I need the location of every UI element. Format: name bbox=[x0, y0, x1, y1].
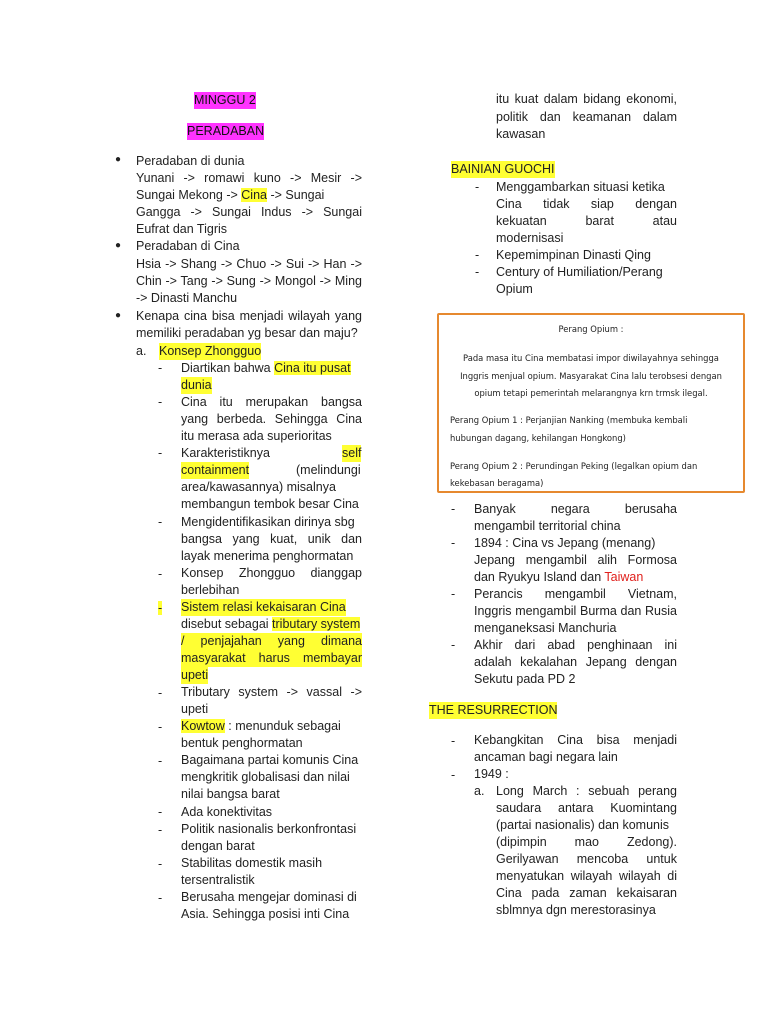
dash-icon: - bbox=[158, 567, 163, 581]
text-line: saudara antara Kuomintang bbox=[496, 801, 677, 815]
highlight-text: self bbox=[342, 446, 362, 460]
dash-icon: - bbox=[158, 686, 163, 700]
subheading-konsep: Konsep Zhongguo bbox=[159, 344, 262, 358]
bullet-icon: ● bbox=[115, 240, 122, 251]
text-line: Peradaban di dunia bbox=[136, 154, 245, 168]
highlight-text: masyarakat harus membayar bbox=[181, 651, 362, 665]
highlight-text: upeti bbox=[181, 668, 209, 682]
text-line: memiliki peradaban yg besar dan maju? bbox=[136, 326, 358, 340]
text-line: yang berbeda. Sehingga Cina bbox=[181, 412, 362, 426]
text-line: Cina tidak siap dengan bbox=[496, 197, 677, 211]
text-line: Perancis mengambil Vietnam, bbox=[474, 587, 677, 601]
text-line: 1949 : bbox=[474, 767, 509, 781]
dash-icon: - bbox=[451, 638, 456, 652]
text-line: Cina itu merupakan bangsa bbox=[181, 395, 362, 409]
text-line: Jepang mengambil alih Formosa bbox=[474, 553, 677, 567]
dash-icon: - bbox=[475, 248, 480, 262]
text-line bbox=[181, 360, 362, 377]
text-line: Tributary system -> vassal -> bbox=[181, 685, 362, 699]
dash-icon: - bbox=[451, 734, 456, 748]
text-line: Kebangkitan Cina bisa menjadi bbox=[474, 733, 677, 747]
text-line: Gerilyawan mencoba untuk bbox=[496, 852, 677, 866]
heading-bainian-guochi: BAINIAN GUOCHI bbox=[451, 162, 555, 176]
text-line: Politik nasionalis berkonfrontasi bbox=[181, 822, 357, 836]
text-line: Hsia -> Shang -> Chuo -> Sui -> Han -> bbox=[136, 257, 362, 271]
text-line bbox=[181, 718, 362, 735]
text-line: Inggris mengambil Burma dan Rusia bbox=[474, 604, 677, 618]
dash-icon: - bbox=[451, 502, 456, 516]
text-line: (melindungi bbox=[296, 463, 361, 477]
perang-opium-box bbox=[437, 313, 745, 493]
text-line: Konsep Zhongguo dianggap bbox=[181, 566, 362, 580]
text-line: Long March : sebuah perang bbox=[496, 784, 677, 798]
dash-icon: - bbox=[475, 180, 480, 194]
text-line: itu kuat dalam bidang ekonomi, bbox=[496, 92, 677, 106]
text-line: -> Dinasti Manchu bbox=[136, 291, 238, 305]
text-line: (dipimpin mao Zedong). bbox=[496, 835, 677, 849]
highlight-text: Sistem relasi kekaisaran Cina bbox=[181, 600, 346, 614]
text-line: mengambil territorial china bbox=[474, 519, 621, 533]
box-title: Perang Opium : bbox=[558, 324, 624, 334]
highlight-text: tributary system bbox=[272, 617, 361, 631]
text-span: Diartikan bahwa bbox=[181, 361, 275, 375]
dash-icon: - bbox=[158, 395, 163, 409]
text-line: (partai nasionalis) dan komunis bbox=[496, 818, 670, 832]
box-text: Perang Opium 2 : Perundingan Peking (legalkan opium dan bbox=[450, 461, 698, 471]
highlight-text: dunia bbox=[181, 378, 212, 392]
text-line: Kepemimpinan Dinasti Qing bbox=[496, 248, 651, 262]
text-line: 1894 : Cina vs Jepang (menang) bbox=[474, 536, 656, 550]
red-text-taiwan: Taiwan bbox=[604, 570, 644, 584]
text-line: Yunani -> romawi kuno -> Mesir -> bbox=[136, 171, 362, 185]
highlight-text: / penjajahan yang dimana bbox=[181, 634, 362, 648]
text-line: kawasan bbox=[496, 127, 546, 141]
text-line: kekuatan barat atau bbox=[496, 214, 677, 228]
text-line: tersentralistik bbox=[181, 873, 255, 887]
text-line: Ada konektivitas bbox=[181, 805, 273, 819]
box-text: kekebasan beragama) bbox=[450, 478, 544, 488]
box-text: Pada masa itu Cina membatasi impor diwilayahnya sehingga bbox=[463, 353, 719, 363]
dash-icon: - bbox=[158, 823, 163, 837]
text-line: Cina pada zaman kekaisaran bbox=[496, 886, 677, 900]
text-line: nilai bangsa barat bbox=[181, 787, 280, 801]
text-line: Karakteristiknya bbox=[181, 446, 270, 460]
text-span: disebut sebagai bbox=[181, 617, 273, 631]
text-line: Chin -> Tang -> Sung -> Mongol -> Ming bbox=[136, 274, 362, 288]
dash-icon: - bbox=[451, 768, 456, 782]
dash-icon: - bbox=[158, 515, 163, 529]
dash-icon: - bbox=[451, 587, 456, 601]
text-line: upeti bbox=[181, 702, 209, 716]
bullet-icon: ● bbox=[115, 310, 122, 321]
text-line bbox=[474, 569, 643, 586]
text-line: dengan barat bbox=[181, 839, 255, 853]
text-line: modernisasi bbox=[496, 231, 564, 245]
text-line: itu merasa ada superioritas bbox=[181, 429, 332, 443]
dash-icon: - bbox=[451, 536, 456, 550]
text-span: : menunduk sebagai bbox=[224, 719, 341, 733]
list-marker: a. bbox=[136, 344, 147, 358]
text-line: berlebihan bbox=[181, 583, 240, 597]
text-line: area/kawasannya) misalnya bbox=[181, 480, 336, 494]
text-line: menganeksasi Manchuria bbox=[474, 621, 617, 635]
text-span: dan Ryukyu Island dan bbox=[474, 570, 605, 584]
box-text: opium tetapi pemerintah melarangnya krn trmsk ilegal. bbox=[474, 388, 708, 398]
text-line: Eufrat dan Tigris bbox=[136, 222, 228, 236]
text-line: Mengidentifikasikan dirinya sbg bbox=[181, 515, 355, 529]
week-title: MINGGU 2 bbox=[194, 93, 256, 107]
dash-icon: - bbox=[158, 720, 163, 734]
text-line: Opium bbox=[496, 282, 533, 296]
box-text: Inggris menjual opium. Masyarakat Cina lalu terobsesi dengan bbox=[460, 371, 722, 381]
text-line: ancaman bagi negara lain bbox=[474, 750, 618, 764]
text-line: menyatukan wilayah wilayah di bbox=[496, 869, 677, 883]
text-line: Kenapa cina bisa menjadi wilayah yang bbox=[136, 309, 362, 323]
text-line: Menggambarkan situasi ketika bbox=[496, 180, 665, 194]
highlight-text: Cina itu pusat bbox=[274, 361, 351, 375]
dash-icon: - bbox=[158, 857, 163, 871]
text-line: mengkritik globalisasi dan nilai bbox=[181, 770, 350, 784]
text-line: Asia. Sehingga posisi inti Cina bbox=[181, 907, 350, 921]
text-line: Century of Humiliation/Perang bbox=[496, 265, 663, 279]
text-line: Banyak negara berusaha bbox=[474, 502, 677, 516]
text-line: bangsa yang kuat, unik dan bbox=[181, 532, 362, 546]
dash-icon: - bbox=[158, 754, 163, 768]
text-line: sblmnya dgn merestorasinya bbox=[496, 903, 656, 917]
dash-icon: - bbox=[475, 265, 480, 279]
dash-icon: - bbox=[158, 361, 163, 375]
box-text: hubungan dagang, kehilangan Hongkong) bbox=[450, 433, 626, 443]
text-line: layak menerima penghormatan bbox=[181, 549, 354, 563]
text-span: Sungai Mekong -> bbox=[136, 188, 242, 202]
text-line: membangun tembok besar Cina bbox=[181, 497, 359, 511]
dash-icon: - bbox=[158, 601, 163, 615]
dash-icon: - bbox=[158, 805, 163, 819]
text-line: Berusaha mengejar dominasi di bbox=[181, 890, 357, 904]
text-line: Peradaban di Cina bbox=[136, 239, 240, 253]
list-marker: a. bbox=[474, 784, 485, 798]
text-line: Stabilitas domestik masih bbox=[181, 856, 323, 870]
box-text: Perang Opium 1 : Perjanjian Nanking (membuka kembali bbox=[450, 415, 688, 425]
highlight-kowtow: Kowtow bbox=[181, 719, 225, 733]
text-line: Bagaimana partai komunis Cina bbox=[181, 753, 359, 767]
text-span: -> Sungai bbox=[267, 188, 325, 202]
text-line: Gangga -> Sungai Indus -> Sungai bbox=[136, 205, 362, 219]
highlight-text: containment bbox=[181, 463, 250, 477]
text-line: bentuk penghormatan bbox=[181, 736, 303, 750]
dash-icon: - bbox=[158, 891, 163, 905]
bullet-icon: ● bbox=[115, 154, 122, 165]
text-line: adalah kekalahan Jepang dengan bbox=[474, 655, 677, 669]
text-line: politik dan keamanan dalam bbox=[496, 110, 677, 124]
dash-icon: - bbox=[158, 446, 163, 460]
text-line: Sekutu pada PD 2 bbox=[474, 672, 576, 686]
section-title: PERADABAN bbox=[187, 124, 265, 138]
text-line bbox=[181, 616, 360, 633]
text-line bbox=[136, 187, 362, 204]
text-line: Akhir dari abad penghinaan ini bbox=[474, 638, 677, 652]
heading-the-resurrection: THE RESURRECTION bbox=[429, 703, 558, 717]
highlight-cina: Cina bbox=[241, 188, 267, 202]
